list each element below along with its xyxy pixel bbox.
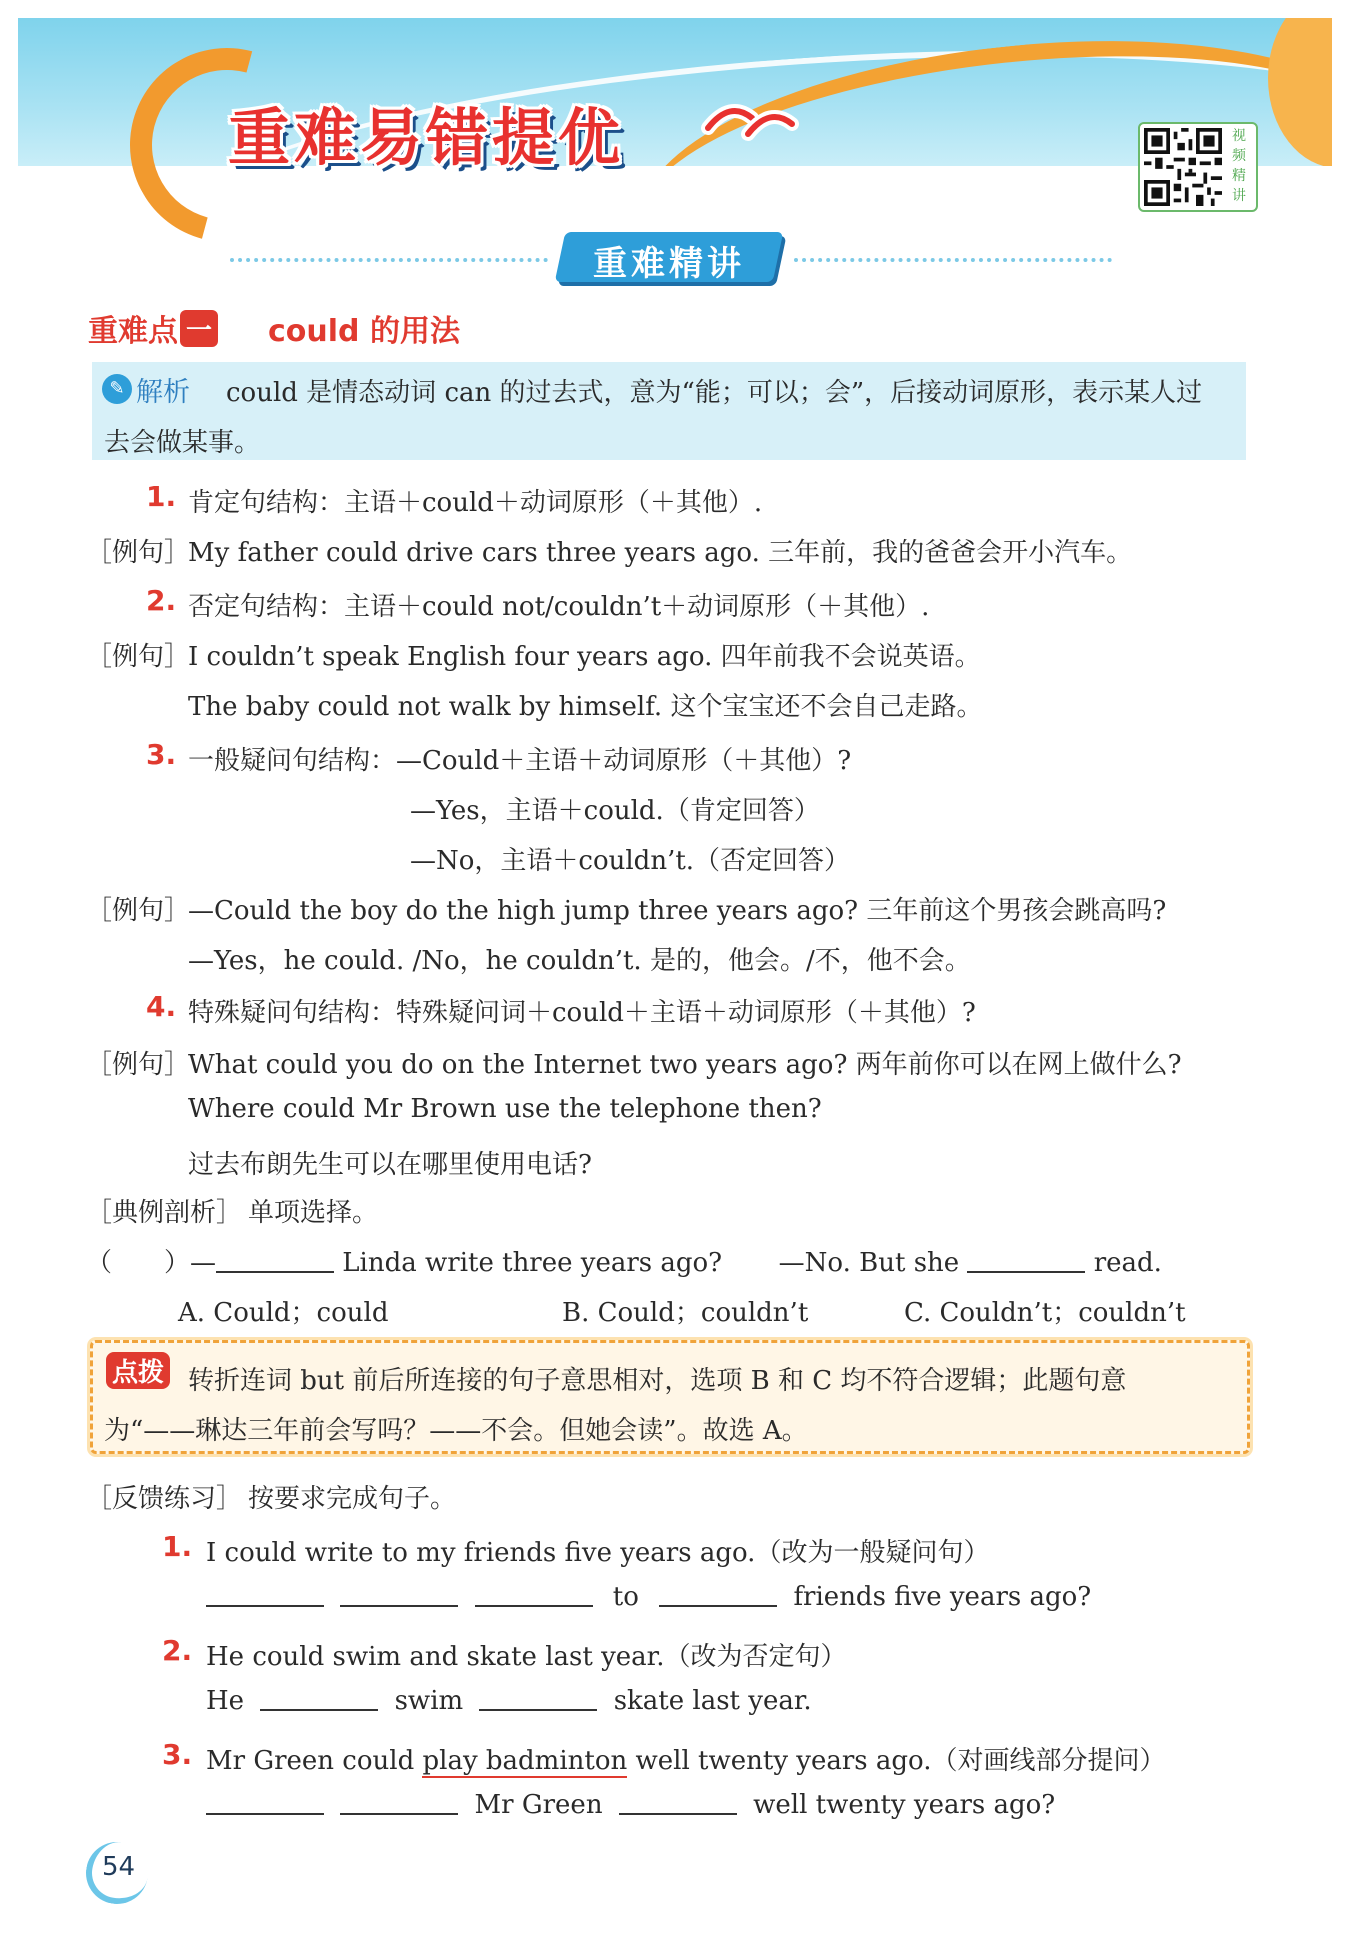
answer-blank[interactable] <box>206 1813 324 1815</box>
example-tag: ［例句］ <box>86 642 191 672</box>
example-tag: ［例句］ <box>86 896 191 926</box>
practice-number: 3. <box>162 1738 193 1771</box>
qr-label <box>1226 126 1252 206</box>
practice-answer-line <box>206 1790 1055 1820</box>
practice-question: I could write to my friends five years ago.（改为一般疑问句） <box>206 1538 990 1568</box>
underlined-phrase: play badminton <box>422 1746 628 1776</box>
answer-text: friends five years ago? <box>793 1582 1092 1612</box>
example-tag: ［例句］ <box>86 538 191 568</box>
keypoint-label-text: 重难点 <box>88 314 178 349</box>
practice-number: 1. <box>162 1530 193 1563</box>
qr-label-char: 视 <box>1232 128 1246 144</box>
qr-label-char: 频 <box>1232 148 1246 164</box>
section-ribbon-label: 重难精讲 <box>593 244 745 284</box>
answer-blank[interactable] <box>479 1709 597 1711</box>
pencil-icon: ✎ <box>102 374 132 404</box>
mcq-question <box>86 1242 1162 1279</box>
analysis-text: could 是情态动词 can 的过去式，意为“能；可以；会”，后接动词原形，表示某人过 <box>226 378 1203 408</box>
answer-text: swim <box>394 1686 464 1716</box>
example-sentence: My father could drive cars three years ago. 三年前，我的爸爸会开小汽车。 <box>188 538 1133 568</box>
point-number: 4. <box>146 990 177 1023</box>
point-text: 一般疑问句结构：—Could＋主语＋动词原形（＋其他）? <box>188 746 852 776</box>
question-text: Linda write three years ago? <box>342 1248 723 1278</box>
point-text: —Yes，主语＋could.（肯定回答） <box>410 796 820 826</box>
qr-label-char: 讲 <box>1232 188 1246 204</box>
dotted-divider-right <box>794 258 1112 262</box>
answer-text: skate last year. <box>613 1686 812 1716</box>
practice-instruction: 按要求完成句子。 <box>248 1484 457 1514</box>
answer-blank[interactable] <box>340 1605 458 1607</box>
keypoint-badge: 一 <box>180 310 218 347</box>
answer-blank[interactable] <box>659 1605 777 1607</box>
example-sentence: —Yes，he could. /No，he couldn’t. 是的，他会。/不，他不会。 <box>188 946 971 976</box>
question-text: Mr Green could <box>206 1746 423 1776</box>
answer-blank[interactable] <box>260 1709 378 1711</box>
answer-text: to <box>612 1582 639 1612</box>
answer-blank[interactable] <box>206 1605 324 1607</box>
typical-instruction: 单项选择。 <box>248 1198 379 1228</box>
answer-text: Mr Green <box>474 1790 603 1820</box>
example-sentence: Where could Mr Brown use the telephone then? <box>188 1094 822 1124</box>
mcq-option-b[interactable]: B. Could；couldn’t <box>562 1298 809 1328</box>
answer-blank[interactable] <box>216 1271 334 1273</box>
practice-question <box>206 1740 1166 1777</box>
question-text: well twenty years ago.（对画线部分提问） <box>627 1746 1166 1776</box>
question-text: read. <box>1093 1248 1162 1278</box>
analysis-label: 解析 <box>136 377 190 408</box>
page-number: 54 <box>102 1852 136 1882</box>
point-text: 特殊疑问句结构：特殊疑问词＋could＋主语＋动词原形（＋其他）? <box>188 998 976 1028</box>
double-arrow-icon <box>700 98 810 158</box>
tip-label: 点拨 <box>106 1352 170 1389</box>
keypoint-label <box>88 306 218 350</box>
practice-number: 2. <box>162 1634 193 1667</box>
dotted-divider-left <box>230 258 548 262</box>
answer-blank[interactable] <box>619 1813 737 1815</box>
practice-answer-line <box>206 1582 1091 1612</box>
video-qr-card[interactable] <box>1138 122 1258 212</box>
question-text: —No. But she <box>778 1248 960 1278</box>
example-sentence: I couldn’t speak English four years ago. 四年前我不会说英语。 <box>188 642 981 672</box>
qr-label-char: 精 <box>1232 168 1246 184</box>
practice-answer-line <box>206 1686 812 1716</box>
answer-paren[interactable]: （ ）— <box>86 1248 217 1278</box>
page-title: 重难易错提优 <box>228 101 625 174</box>
practice-tag: ［反馈练习］ <box>86 1484 243 1514</box>
point-number: 3. <box>146 738 177 771</box>
mcq-option-c[interactable]: C. Couldn’t；couldn’t <box>904 1298 1186 1328</box>
example-sentence: The baby could not walk by himself. 这个宝宝还不会自己走路。 <box>188 692 983 722</box>
typical-tag: ［典例剖析］ <box>86 1198 243 1228</box>
point-text: —No，主语＋couldn’t.（否定回答） <box>410 846 851 876</box>
answer-text: He <box>206 1686 245 1716</box>
point-text: 肯定句结构：主语＋could＋动词原形（＋其他）. <box>188 488 763 518</box>
point-number: 1. <box>146 480 177 513</box>
example-sentence: What could you do on the Internet two years ago? 两年前你可以在网上做什么? <box>188 1050 1182 1080</box>
analysis-text: 去会做某事。 <box>104 428 261 458</box>
example-sentence: —Could the boy do the high jump three years ago? 三年前这个男孩会跳高吗? <box>188 896 1167 926</box>
point-text: 否定句结构：主语＋could not/couldn’t＋动词原形（＋其他）. <box>188 592 930 622</box>
example-sentence: 过去布朗先生可以在哪里使用电话? <box>188 1150 592 1180</box>
example-tag: ［例句］ <box>86 1050 191 1080</box>
keypoint-title: could 的用法 <box>268 314 460 349</box>
answer-text: well twenty years ago? <box>753 1790 1056 1820</box>
tip-text: 转折连词 but 前后所连接的句子意思相对，选项 B 和 C 均不符合逻辑；此题句意 <box>188 1366 1127 1396</box>
answer-blank[interactable] <box>340 1813 458 1815</box>
qr-code-icon[interactable] <box>1144 128 1222 206</box>
tip-text: 为“——琳达三年前会写吗？——不会。但她会读”。故选 A。 <box>104 1416 808 1446</box>
answer-blank[interactable] <box>475 1605 593 1607</box>
point-number: 2. <box>146 584 177 617</box>
answer-blank[interactable] <box>967 1271 1085 1273</box>
practice-question: He could swim and skate last year.（改为否定句） <box>206 1642 847 1672</box>
mcq-option-a[interactable]: A. Could；could <box>178 1298 389 1328</box>
